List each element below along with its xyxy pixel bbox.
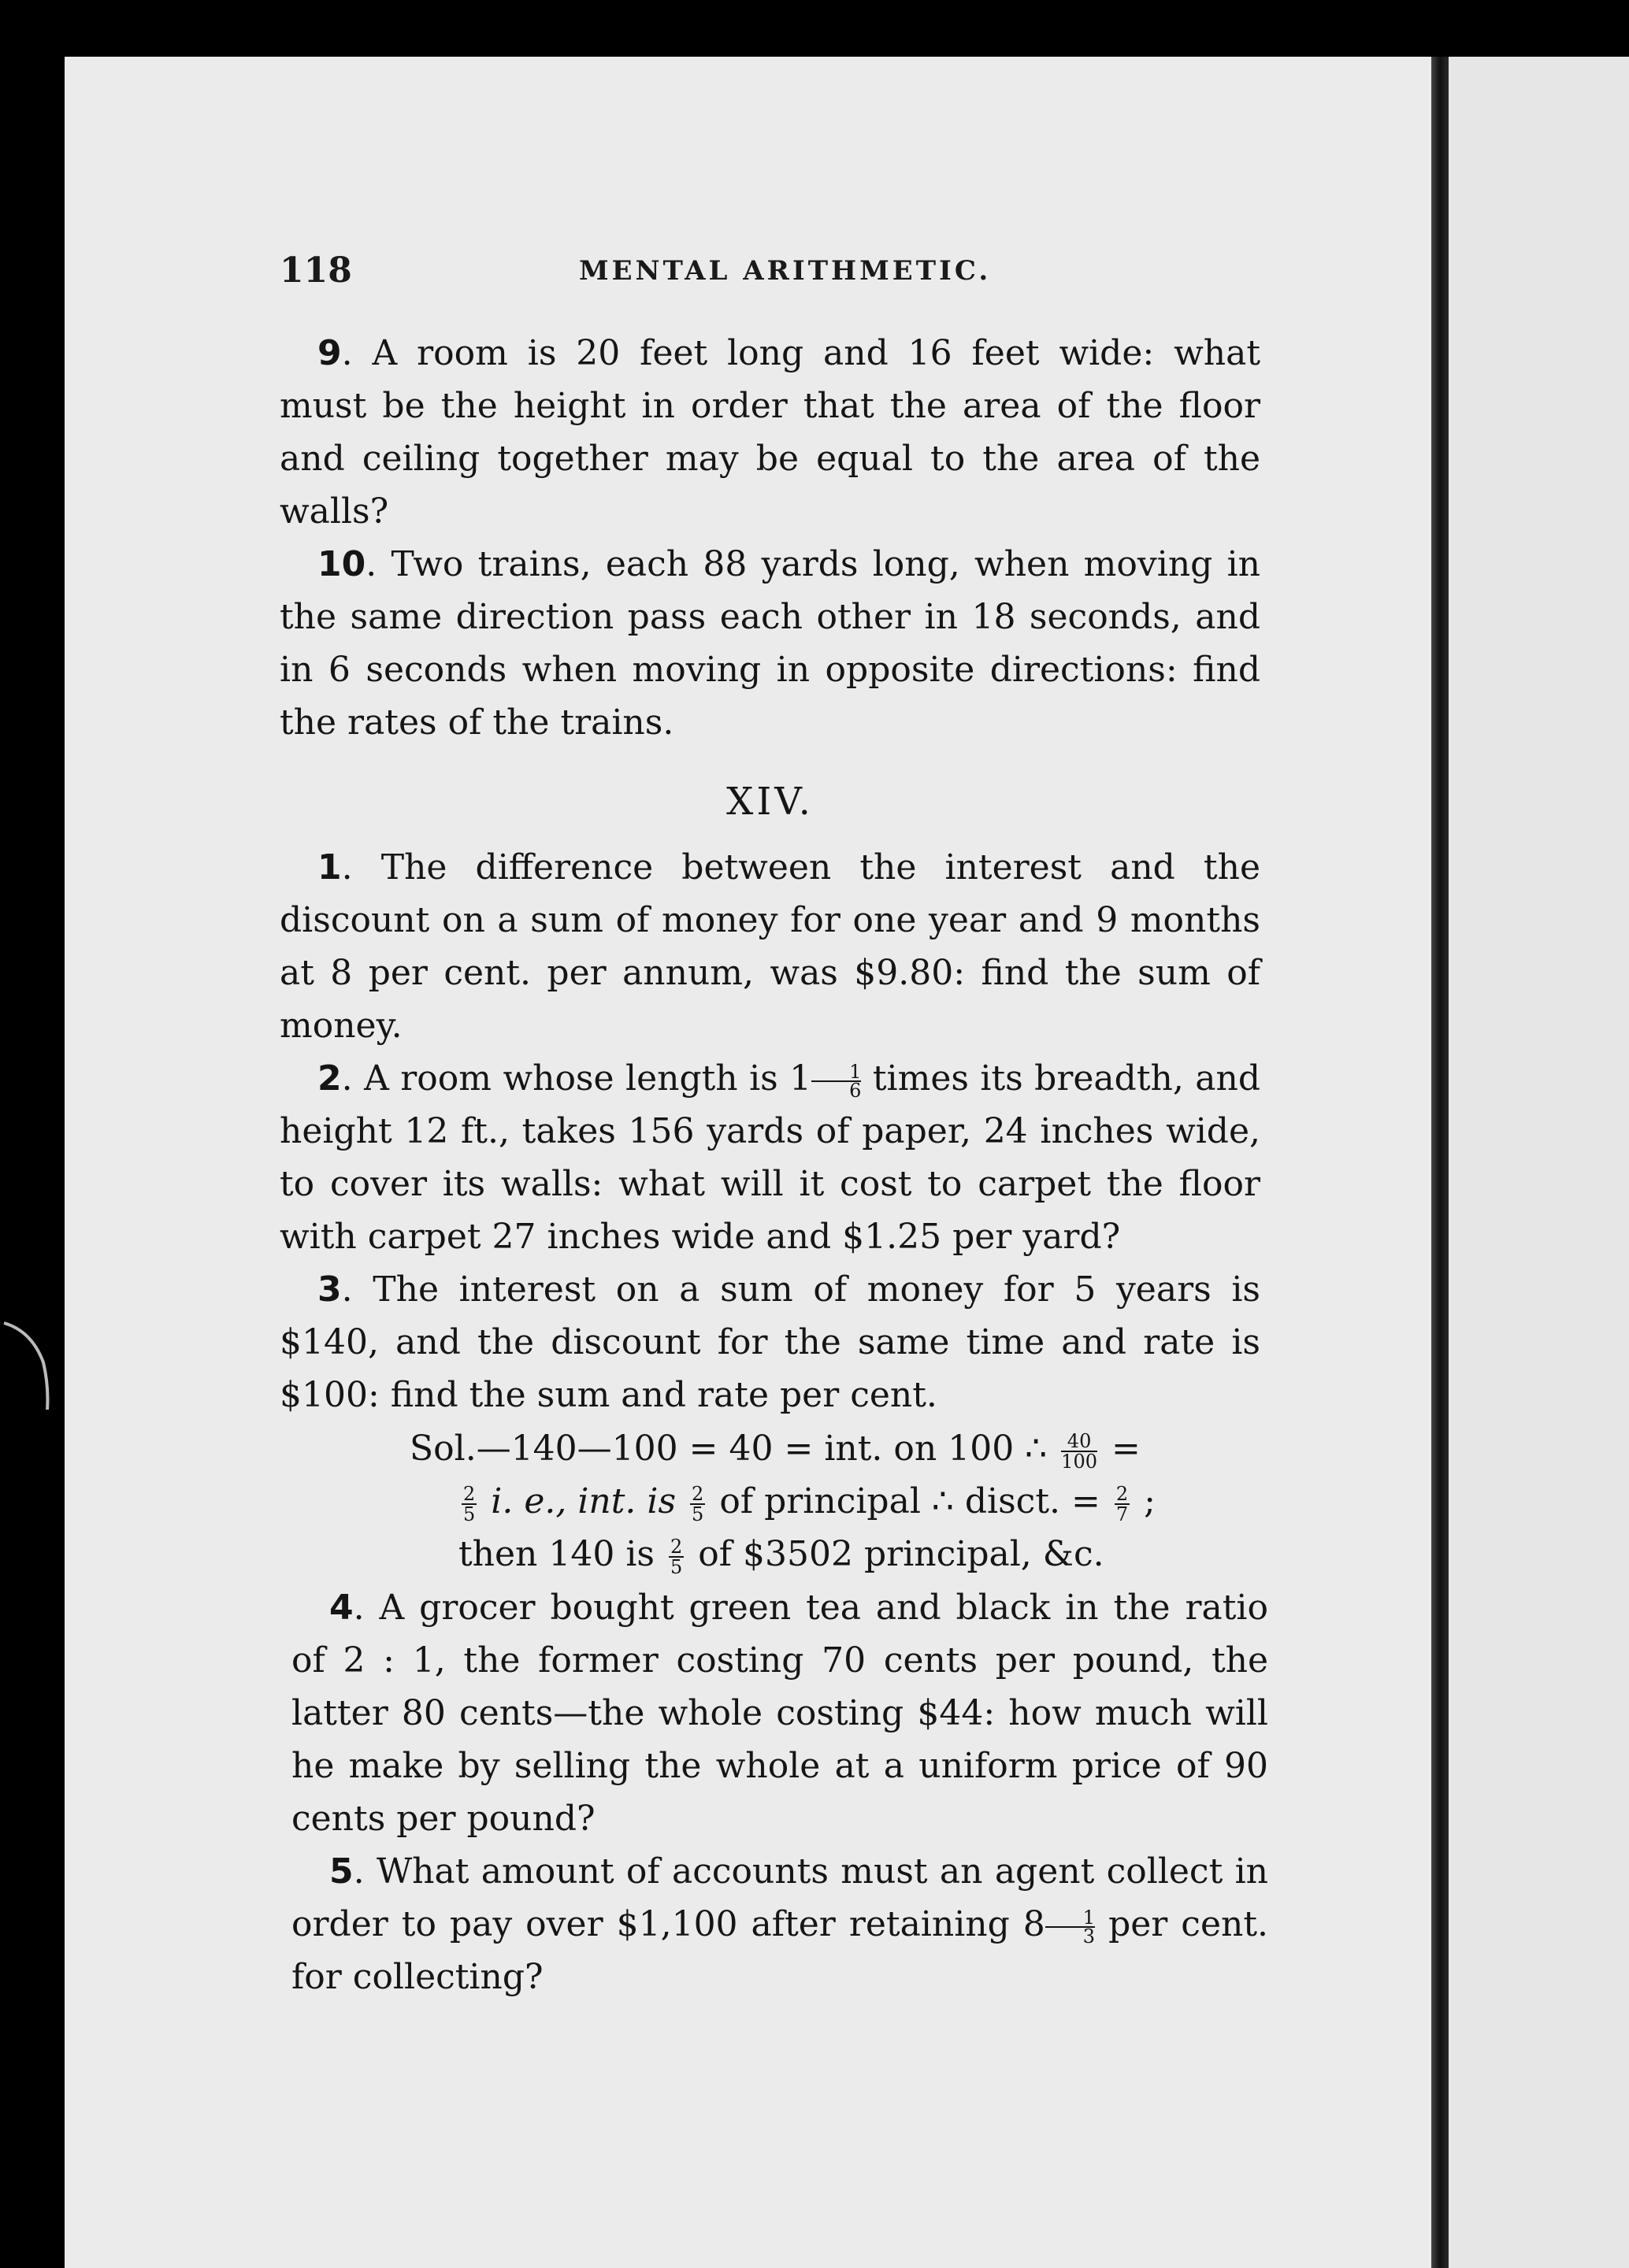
fraction: $\frac{2}{7}$ xyxy=(1115,1482,1129,1525)
fraction: $\frac{40}{100}$ xyxy=(1061,1429,1097,1473)
problem-text: The interest on a sum of money for 5 years is $140, and the discount for the same time and rate is $100: find the sum and rate per cent. xyxy=(280,1269,1260,1415)
problem-text: A room is 20 feet long and 16 feet wide: what must be the height in order that the area of the floor and ceiling together may be equal to the area of the walls? xyxy=(280,333,1260,532)
fraction: $\frac{1}{6}$ xyxy=(811,1063,861,1099)
problem-2: 2. A room whose length is 1 $\frac{1}{6}$ times its breadth, and height 12 ft., takes 156 yards of paper, 24 inches wide, to cover its walls: what will it cost to carpet the floor with carpet 27 inches wide and $1.25 per yard? xyxy=(280,1058,1260,1257)
page-number: 118 xyxy=(280,250,352,291)
page-header xyxy=(280,250,1264,290)
running-title: MENTAL ARITHMETIC. xyxy=(579,255,992,287)
problem-number: 3 xyxy=(317,1269,342,1310)
problem-1: 1. The difference between the interest and the discount on a sum of money for one year and 9 months at 8 per cent. per annum, was $9.80: find the sum of money. xyxy=(280,847,1260,1046)
solution-line-1: Sol.—140—100 = 40 = int. on 100 ∴ $\frac{40}{100}$ = xyxy=(410,1429,1141,1473)
section-heading: XIV. xyxy=(726,780,814,824)
fraction: $\frac{2}{5}$ xyxy=(463,1482,476,1525)
problem-number: 10 xyxy=(317,544,366,584)
problems-9-10 xyxy=(280,327,1260,749)
problem-10: 10. Two trains, each 88 yards long, when moving in the same direction pass each other in 18 seconds, and in 6 seconds when moving in opposite directions: find the rates of the trains. xyxy=(280,544,1260,743)
fraction: $\frac{1}{3}$ xyxy=(1045,1909,1095,1945)
fraction: $\frac{2}{5}$ xyxy=(670,1535,683,1578)
problem-text: What amount of accounts must an agent collect in order to pay over $1,100 after retaining 8 xyxy=(291,1851,1268,1944)
problems-4-5 xyxy=(291,1581,1268,2003)
adjacent-page xyxy=(1449,57,1629,2268)
problem-3: 3. The interest on a sum of money for 5 years is $140, and the discount for the same time and rate is $100: find the sum and rate per cent. xyxy=(280,1269,1260,1415)
problem-text: Two trains, each 88 yards long, when moving in the same direction pass each other in 18 seconds, and in 6 seconds when moving in opposite directions: find the rates of the trains. xyxy=(280,544,1260,743)
problems-1-3 xyxy=(280,841,1260,1421)
problem-number: 9 xyxy=(317,333,342,373)
margin-pencil-mark xyxy=(0,1307,63,1418)
problem-9: 9. A room is 20 feet long and 16 feet wide: what must be the height in order that the area of the floor and ceiling together may be equal to the area of the walls? xyxy=(280,333,1260,532)
problem-text: per cent. for collecting? xyxy=(291,1904,1268,1997)
problem-text: A grocer bought green tea and black in the ratio of 2 : 1, the former costing 70 cents per pound, the latter 80 cents—the whole costing $44: how much will he make by selling the whole at a uniform price of 90 cents per pound? xyxy=(291,1588,1268,1839)
book-spine xyxy=(1431,57,1449,2268)
problem-text: A room whose length is 1 xyxy=(364,1058,812,1099)
problem-5: 5. What amount of accounts must an agent collect in order to pay over $1,100 after retaining 8 $\frac{1}{3}$ per cent. for collecting? xyxy=(291,1851,1268,1997)
problem-number: 2 xyxy=(317,1058,342,1099)
problem-3-solution xyxy=(410,1422,1268,1581)
problem-number: 5 xyxy=(329,1851,354,1892)
fraction: $\frac{2}{5}$ xyxy=(692,1482,704,1525)
problem-text: times its breadth, and height 12 ft., takes 156 yards of paper, 24 inches wide, to cover its walls: what will it cost to carpet the floor with carpet 27 inches wide and $1.25 per yard? xyxy=(280,1058,1260,1257)
solution-line-2: $\frac{2}{5}$ i. e., int. is $\frac{2}{5}$ of principal ∴ disct. = $\frac{2}{7}$ ; xyxy=(463,1481,1156,1525)
problem-text: The difference between the interest and the discount on a sum of money for one year and 9 months at 8 per cent. per annum, was $9.80: find the sum of money. xyxy=(280,847,1260,1046)
problem-number: 1 xyxy=(317,847,342,888)
problem-number: 4 xyxy=(329,1588,354,1628)
problem-4: 4. A grocer bought green tea and black in the ratio of 2 : 1, the former costing 70 cents per pound, the latter 80 cents—the whole costing $44: how much will he make by selling the whole at a uniform price of 90 cents per pound? xyxy=(291,1588,1268,1839)
solution-line-3: then 140 is $\frac{2}{5}$ of $3502 principal, &c. xyxy=(458,1534,1104,1578)
